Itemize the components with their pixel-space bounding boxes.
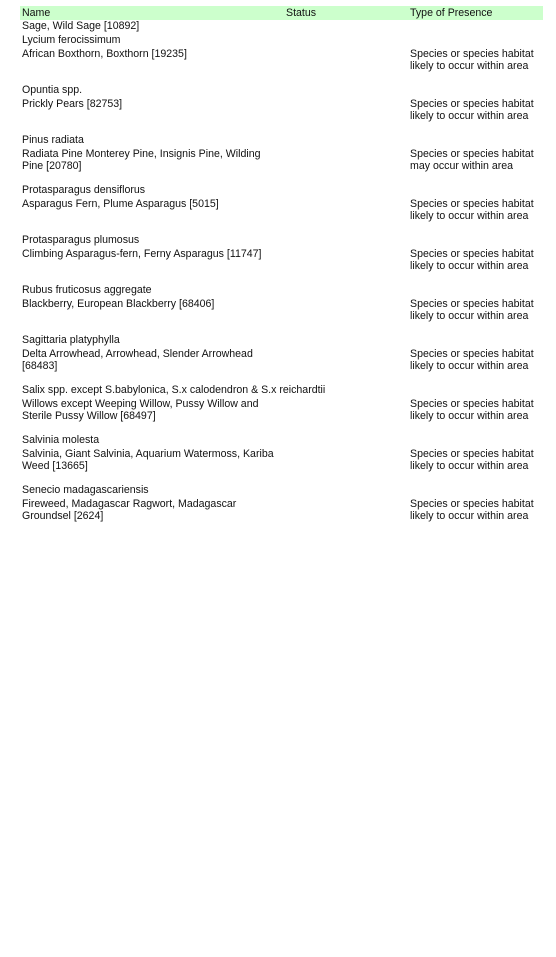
common-name bbox=[22, 498, 282, 523]
presence-line: Species or species habitat bbox=[410, 198, 534, 210]
presence-line: likely to occur within area bbox=[410, 410, 529, 423]
type-of-presence bbox=[410, 248, 550, 273]
common-name-line: Prickly Pears [82753] bbox=[22, 98, 123, 110]
presence-line: Species or species habitat bbox=[410, 148, 534, 160]
carryover-common-name: Sage, Wild Sage [10892] bbox=[22, 20, 140, 32]
common-name-line: African Boxthorn, Boxthorn [19235] bbox=[22, 48, 187, 60]
common-name bbox=[22, 448, 282, 473]
type-of-presence bbox=[410, 498, 550, 523]
common-name-line: Sterile Pussy Willow [68497] bbox=[22, 410, 156, 423]
presence-line: likely to occur within area bbox=[410, 510, 529, 523]
common-name bbox=[22, 48, 282, 60]
common-name bbox=[22, 98, 282, 110]
common-name-line: Asparagus Fern, Plume Asparagus [5015] bbox=[22, 198, 219, 210]
common-name-line: [68483] bbox=[22, 360, 58, 373]
scientific-name: Protasparagus densiflorus bbox=[22, 184, 146, 196]
common-name-line: Radiata Pine Monterey Pine, Insignis Pine, Wilding bbox=[22, 148, 261, 160]
common-name-line: Delta Arrowhead, Arrowhead, Slender Arrowhead bbox=[22, 348, 253, 360]
common-name bbox=[22, 148, 282, 173]
type-of-presence bbox=[410, 98, 550, 123]
type-of-presence bbox=[410, 348, 550, 373]
type-of-presence bbox=[410, 298, 550, 323]
common-name bbox=[22, 298, 282, 310]
common-name bbox=[22, 348, 282, 373]
presence-line: Species or species habitat bbox=[410, 348, 534, 360]
presence-line: likely to occur within area bbox=[410, 260, 529, 273]
common-name bbox=[22, 398, 282, 423]
presence-line: likely to occur within area bbox=[410, 60, 529, 73]
presence-line: may occur within area bbox=[410, 160, 514, 173]
presence-line: likely to occur within area bbox=[410, 460, 529, 473]
presence-line: likely to occur within area bbox=[410, 310, 529, 323]
scientific-name: Pinus radiata bbox=[22, 134, 84, 146]
scientific-name: Senecio madagascariensis bbox=[22, 484, 149, 496]
scientific-name: Salix spp. except S.babylonica, S.x calodendron & S.x reichardtii bbox=[22, 384, 326, 396]
common-name-line: Blackberry, European Blackberry [68406] bbox=[22, 298, 215, 310]
type-of-presence bbox=[410, 48, 550, 73]
common-name-line: Salvinia, Giant Salvinia, Aquarium Watermoss, Kariba bbox=[22, 448, 274, 460]
common-name-line: Fireweed, Madagascar Ragwort, Madagascar bbox=[22, 498, 237, 510]
presence-line: Species or species habitat bbox=[410, 98, 534, 110]
presence-line: Species or species habitat bbox=[410, 248, 534, 260]
presence-line: Species or species habitat bbox=[410, 498, 534, 510]
type-of-presence bbox=[410, 448, 550, 473]
header-name: Name bbox=[22, 7, 51, 19]
common-name-line: Willows except Weeping Willow, Pussy Willow and bbox=[22, 398, 259, 410]
presence-line: Species or species habitat bbox=[410, 398, 534, 410]
common-name-line: Weed [13665] bbox=[22, 460, 88, 473]
common-name-line: Groundsel [2624] bbox=[22, 510, 104, 523]
table-header bbox=[20, 6, 543, 20]
presence-line: Species or species habitat bbox=[410, 448, 534, 460]
scientific-name: Lycium ferocissimum bbox=[22, 34, 121, 46]
presence-line: likely to occur within area bbox=[410, 360, 529, 373]
scientific-name: Protasparagus plumosus bbox=[22, 234, 140, 246]
presence-line: Species or species habitat bbox=[410, 298, 534, 310]
header-type-of-presence: Type of Presence bbox=[410, 7, 493, 19]
presence-line: likely to occur within area bbox=[410, 110, 529, 123]
type-of-presence bbox=[410, 148, 550, 173]
type-of-presence bbox=[410, 398, 550, 423]
scientific-name: Opuntia spp. bbox=[22, 84, 83, 96]
common-name-line: Climbing Asparagus-fern, Ferny Asparagus [11747] bbox=[22, 248, 262, 260]
common-name bbox=[22, 248, 282, 260]
scientific-name: Salvinia molesta bbox=[22, 434, 100, 446]
presence-line: Species or species habitat bbox=[410, 48, 534, 60]
header-status: Status bbox=[286, 7, 317, 19]
type-of-presence bbox=[410, 198, 550, 223]
common-name bbox=[22, 198, 282, 210]
scientific-name: Rubus fruticosus aggregate bbox=[22, 284, 152, 296]
scientific-name: Sagittaria platyphylla bbox=[22, 334, 120, 346]
presence-line: likely to occur within area bbox=[410, 210, 529, 223]
common-name-line: Pine [20780] bbox=[22, 160, 82, 173]
